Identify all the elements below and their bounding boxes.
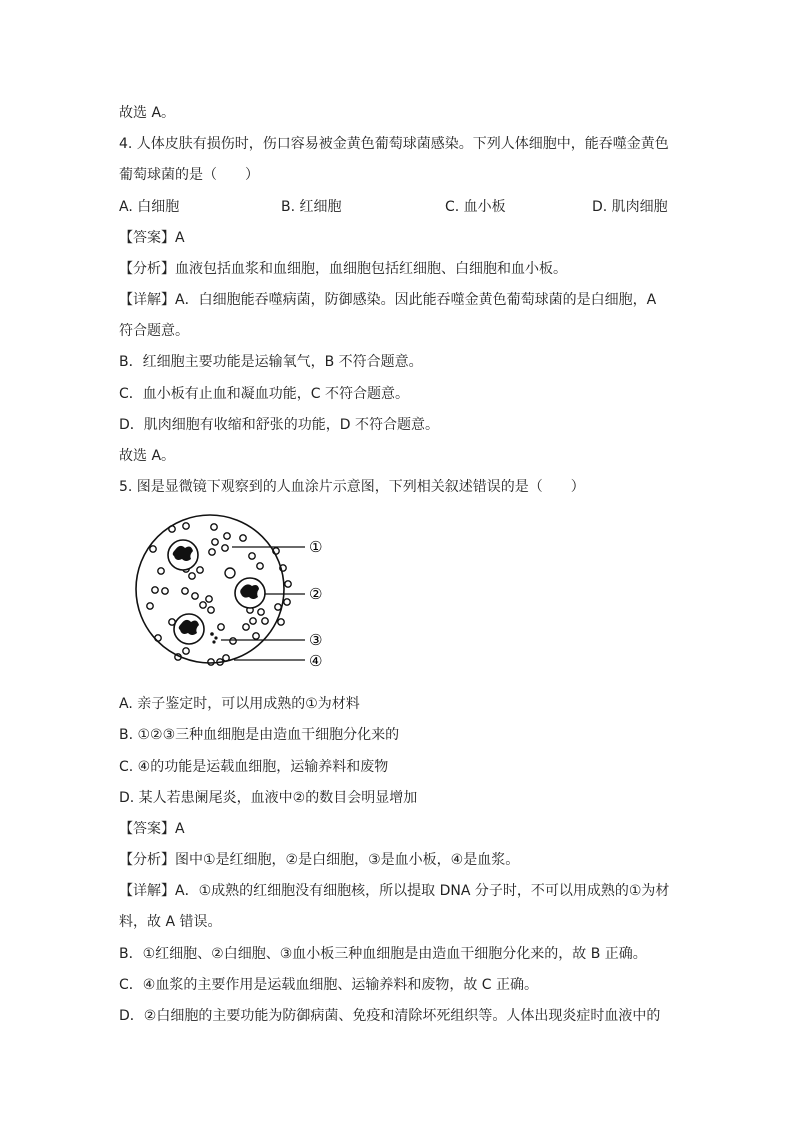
detail-cont: 符合题意。 — [119, 323, 189, 339]
detail-q5-d: D．②白细胞的主要功能为防御病菌、免疫和清除坏死组织等。人体出现炎症时血液中的 — [119, 1008, 661, 1024]
answer-q5: 【答案】A — [119, 821, 185, 837]
detail-d: D．肌肉细胞有收缩和舒张的功能，D 不符合题意。 — [119, 417, 440, 433]
question-4-stem: 4. 人体皮肤有损伤时，伤口容易被金黄色葡萄球菌感染。下列人体细胞中，能吞噬金黄色 — [119, 136, 669, 152]
option-b-q5: B. ①②③三种血细胞是由造血干细胞分化来的 — [119, 727, 400, 743]
question-5-stem: 5. 图是显微镜下观察到的人血涂片示意图，下列相关叙述错误的是（ ） — [119, 479, 585, 495]
detail-c: C．血小板有止血和凝血功能，C 不符合题意。 — [119, 386, 409, 402]
analysis-q5: 【分析】图中①是红细胞，②是白细胞，③是血小板，④是血浆。 — [119, 852, 520, 868]
choose: 故选 A。 — [119, 448, 176, 464]
option-a: A. 白细胞 — [119, 199, 180, 215]
detail-b: B．红细胞主要功能是运输氧气，B 不符合题意。 — [119, 354, 423, 370]
answer: 【答案】A — [119, 230, 185, 246]
label-4: ④ — [309, 652, 323, 670]
detail-q5-b: B．①红细胞、②白细胞、③血小板三种血细胞是由造血干细胞分化来的，故 B 正确。 — [119, 946, 647, 962]
option-c-q5: C. ④的功能是运载血细胞，运输养料和废物 — [119, 759, 389, 775]
detail-q5: 【详解】A．①成熟的红细胞没有细胞核，所以提取 DNA 分子时，不可以用成熟的①为材 — [119, 883, 670, 899]
detail-q5-c: C．④血浆的主要作用是运载血细胞、运输养料和废物，故 C 正确。 — [119, 977, 539, 993]
question-4-options — [119, 197, 679, 217]
option-c: C. 血小板 — [445, 199, 506, 215]
detail-q5-cont: 料，故 A 错误。 — [119, 914, 222, 930]
question-4-stem-cont: 葡萄球菌的是（ ） — [119, 167, 259, 183]
label-3: ③ — [309, 631, 323, 649]
option-d-q5: D. 某人若患阑尾炎，血液中②的数目会明显增加 — [119, 790, 418, 806]
option-a-q5: A. 亲子鉴定时，可以用成熟的①为材料 — [119, 696, 360, 712]
text-line: 故选 A。 — [119, 105, 176, 121]
analysis: 【分析】血液包括血浆和血细胞，血细胞包括红细胞、白细胞和血小板。 — [119, 261, 567, 277]
platelets — [210, 632, 217, 643]
blood-smear-diagram — [128, 514, 348, 674]
option-d: D. 肌肉细胞 — [592, 199, 668, 215]
option-b: B. 红细胞 — [281, 199, 342, 215]
detail: 【详解】A．白细胞能吞噬病菌，防御感染。因此能吞噬金黄色葡萄球菌的是白细胞，A — [119, 292, 657, 308]
label-1: ① — [309, 538, 323, 556]
label-2: ② — [309, 585, 323, 603]
